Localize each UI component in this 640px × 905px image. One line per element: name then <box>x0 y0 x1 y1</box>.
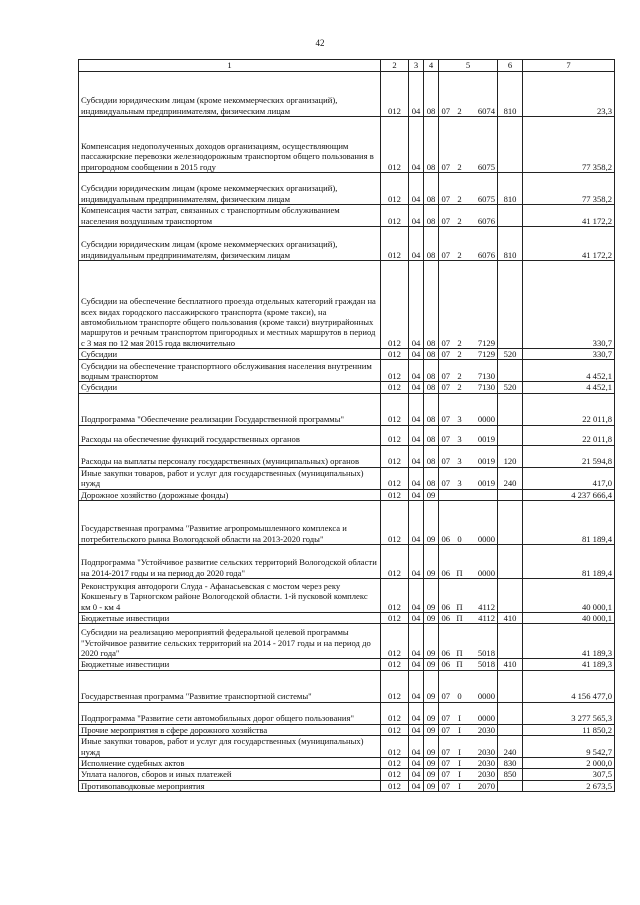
section-code-cell: 04 <box>409 757 424 768</box>
direction-code-cell: 6074 <box>467 72 498 117</box>
ministry-code-cell: 012 <box>381 393 409 425</box>
subprogram-code-cell: I <box>453 757 467 768</box>
subprogram-code-cell: 2 <box>453 349 467 360</box>
ministry-code-cell: 012 <box>381 735 409 757</box>
subsection-code-cell: 09 <box>424 769 439 780</box>
program-code-cell: 07 <box>439 670 453 702</box>
expense-type-cell <box>498 261 523 349</box>
expense-name-cell: Субсидии на обеспечение транспортного обслуживания населения внутренним водным транспортом <box>79 360 381 382</box>
ministry-code-cell: 012 <box>381 578 409 612</box>
program-code-cell: 07 <box>439 72 453 117</box>
program-code-cell: 07 <box>439 261 453 349</box>
header-cell: 6 <box>498 60 523 72</box>
expense-type-cell <box>498 780 523 791</box>
subprogram-code-cell: I <box>453 724 467 735</box>
expense-type-cell: 410 <box>498 612 523 623</box>
expense-type-cell <box>498 489 523 500</box>
table-row <box>79 578 615 612</box>
program-code-cell: 07 <box>439 382 453 393</box>
amount-cell: 9 542,7 <box>523 735 615 757</box>
ministry-code-cell: 012 <box>381 624 409 659</box>
direction-code-cell: 0000 <box>467 500 498 544</box>
subsection-code-cell: 09 <box>424 500 439 544</box>
amount-cell: 2 000,0 <box>523 757 615 768</box>
section-code-cell: 04 <box>409 205 424 227</box>
header-cell: 1 <box>79 60 381 72</box>
amount-cell: 41 189,3 <box>523 659 615 670</box>
direction-code-cell: 6076 <box>467 227 498 261</box>
section-code-cell: 04 <box>409 425 424 445</box>
amount-cell: 4 156 477,0 <box>523 670 615 702</box>
expense-type-cell: 810 <box>498 72 523 117</box>
ministry-code-cell: 012 <box>381 769 409 780</box>
expense-name-cell: Государственная программа "Развитие агропромышленного комплекса и потребительского рынка Вологодской области на 2013-2020 годы" <box>79 500 381 544</box>
subprogram-code-cell: 3 <box>453 445 467 467</box>
subprogram-code-cell: 2 <box>453 261 467 349</box>
header-cell: 4 <box>424 60 439 72</box>
table-row <box>79 205 615 227</box>
subsection-code-cell: 08 <box>424 261 439 349</box>
table-row <box>79 544 615 578</box>
amount-cell: 22 011,8 <box>523 425 615 445</box>
ministry-code-cell: 012 <box>381 612 409 623</box>
subprogram-code-cell: П <box>453 578 467 612</box>
header-cell: 3 <box>409 60 424 72</box>
direction-code-cell: 7129 <box>467 349 498 360</box>
expense-name-cell: Подпрограмма "Развитие сети автомобильных дорог общего пользования" <box>79 702 381 724</box>
table-row <box>79 769 615 780</box>
section-code-cell: 04 <box>409 227 424 261</box>
expense-type-cell: 830 <box>498 757 523 768</box>
ministry-code-cell: 012 <box>381 227 409 261</box>
subprogram-code-cell: 3 <box>453 467 467 489</box>
expense-name-cell: Дорожное хозяйство (дорожные фонды) <box>79 489 381 500</box>
expense-type-cell <box>498 425 523 445</box>
subsection-code-cell: 08 <box>424 393 439 425</box>
table-row <box>79 445 615 467</box>
subsection-code-cell: 08 <box>424 425 439 445</box>
table-row <box>79 724 615 735</box>
direction-code-cell: 7130 <box>467 360 498 382</box>
subsection-code-cell: 09 <box>424 780 439 791</box>
table-row <box>79 467 615 489</box>
expense-type-cell: 520 <box>498 349 523 360</box>
expense-name-cell: Противопаводковые мероприятия <box>79 780 381 791</box>
expense-name-cell: Бюджетные инвестиции <box>79 612 381 623</box>
expense-type-cell: 410 <box>498 659 523 670</box>
program-code-cell: 07 <box>439 445 453 467</box>
subsection-code-cell: 08 <box>424 227 439 261</box>
ministry-code-cell: 012 <box>381 382 409 393</box>
subprogram-code-cell: 2 <box>453 117 467 173</box>
expense-type-cell <box>498 724 523 735</box>
subsection-code-cell: 09 <box>424 724 439 735</box>
direction-code-cell: 0019 <box>467 445 498 467</box>
ministry-code-cell: 012 <box>381 261 409 349</box>
expense-name-cell: Исполнение судебных актов <box>79 757 381 768</box>
program-code-cell: 07 <box>439 735 453 757</box>
table-row <box>79 757 615 768</box>
direction-code-cell <box>467 489 498 500</box>
subsection-code-cell: 08 <box>424 382 439 393</box>
expense-name-cell: Субсидии юридическим лицам (кроме некоммерческих организаций), индивидуальным предпринимателям, физическим лицам <box>79 227 381 261</box>
section-code-cell: 04 <box>409 489 424 500</box>
header-cell: 2 <box>381 60 409 72</box>
subprogram-code-cell: I <box>453 735 467 757</box>
program-code-cell: 07 <box>439 757 453 768</box>
expense-name-cell: Субсидии юридическим лицам (кроме некоммерческих организаций), индивидуальным предпринимателям, физическим лицам <box>79 173 381 205</box>
section-code-cell: 04 <box>409 261 424 349</box>
amount-cell: 4 452,1 <box>523 382 615 393</box>
section-code-cell: 04 <box>409 467 424 489</box>
direction-code-cell: 4112 <box>467 612 498 623</box>
table-row <box>79 382 615 393</box>
expense-type-cell <box>498 544 523 578</box>
amount-cell: 417,0 <box>523 467 615 489</box>
table-row <box>79 624 615 659</box>
section-code-cell: 04 <box>409 445 424 467</box>
expense-type-cell: 240 <box>498 467 523 489</box>
amount-cell: 81 189,4 <box>523 500 615 544</box>
ministry-code-cell: 012 <box>381 467 409 489</box>
program-code-cell: 07 <box>439 205 453 227</box>
ministry-code-cell: 012 <box>381 780 409 791</box>
table-row <box>79 612 615 623</box>
expense-type-cell: 240 <box>498 735 523 757</box>
amount-cell: 41 172,2 <box>523 205 615 227</box>
program-code-cell: 07 <box>439 349 453 360</box>
direction-code-cell: 6075 <box>467 173 498 205</box>
amount-cell: 40 000,1 <box>523 612 615 623</box>
ministry-code-cell: 012 <box>381 659 409 670</box>
amount-cell: 23,3 <box>523 72 615 117</box>
ministry-code-cell: 012 <box>381 425 409 445</box>
page-number: 42 <box>315 38 325 48</box>
program-code-cell: 07 <box>439 227 453 261</box>
direction-code-cell: 0000 <box>467 544 498 578</box>
subprogram-code-cell: П <box>453 659 467 670</box>
table-row <box>79 702 615 724</box>
subprogram-code-cell: П <box>453 612 467 623</box>
expense-type-cell <box>498 670 523 702</box>
section-code-cell: 04 <box>409 769 424 780</box>
section-code-cell: 04 <box>409 780 424 791</box>
program-code-cell: 06 <box>439 578 453 612</box>
amount-cell: 77 358,2 <box>523 117 615 173</box>
table-row <box>79 349 615 360</box>
expense-name-cell: Расходы на обеспечение функций государственных органов <box>79 425 381 445</box>
subprogram-code-cell: I <box>453 769 467 780</box>
program-code-cell: 07 <box>439 360 453 382</box>
expense-type-cell <box>498 117 523 173</box>
subsection-code-cell: 08 <box>424 360 439 382</box>
program-code-cell: 07 <box>439 393 453 425</box>
amount-cell: 77 358,2 <box>523 173 615 205</box>
amount-cell: 40 000,1 <box>523 578 615 612</box>
program-code-cell: 06 <box>439 659 453 670</box>
ministry-code-cell: 012 <box>381 445 409 467</box>
amount-cell: 2 673,5 <box>523 780 615 791</box>
table-row <box>79 261 615 349</box>
table-header-row <box>79 60 615 72</box>
subsection-code-cell: 08 <box>424 173 439 205</box>
expense-type-cell <box>498 702 523 724</box>
subsection-code-cell: 08 <box>424 72 439 117</box>
subprogram-code-cell: 3 <box>453 393 467 425</box>
amount-cell: 22 011,8 <box>523 393 615 425</box>
expense-type-cell <box>498 578 523 612</box>
subsection-code-cell: 09 <box>424 670 439 702</box>
program-code-cell: 06 <box>439 612 453 623</box>
section-code-cell: 04 <box>409 382 424 393</box>
direction-code-cell: 0000 <box>467 393 498 425</box>
amount-cell: 4 237 666,4 <box>523 489 615 500</box>
direction-code-cell: 5018 <box>467 659 498 670</box>
expense-name-cell: Уплата налогов, сборов и иных платежей <box>79 769 381 780</box>
direction-code-cell: 6076 <box>467 205 498 227</box>
program-code-cell: 06 <box>439 624 453 659</box>
program-code-cell: 07 <box>439 173 453 205</box>
program-code-cell: 07 <box>439 467 453 489</box>
subsection-code-cell: 08 <box>424 467 439 489</box>
subsection-code-cell: 08 <box>424 445 439 467</box>
program-code-cell: 07 <box>439 780 453 791</box>
table-row <box>79 117 615 173</box>
expense-name-cell: Субсидии на обеспечение бесплатного проезда отдельных категорий граждан на всех видах городского пассажирского транспорта (кроме такси), на автомобильном транспорте общего пользования (кроме такси) внутрирайонных маршрутов и речным транспортом пригородных и местных маршрутов в период с 3 мая по 12 мая 2015 года включительно <box>79 261 381 349</box>
table-row <box>79 659 615 670</box>
header-cell: 5 <box>439 60 498 72</box>
subprogram-code-cell: 2 <box>453 360 467 382</box>
expense-name-cell: Реконструкция автодороги Слуда - Афанасьевская с мостом через реку Кокшеньгу в Тарногском районе Вологодской области. 1-й пусковой комплекс км 0 - км 4 <box>79 578 381 612</box>
subprogram-code-cell: 0 <box>453 500 467 544</box>
table-row <box>79 72 615 117</box>
subsection-code-cell: 09 <box>424 489 439 500</box>
direction-code-cell: 2030 <box>467 724 498 735</box>
section-code-cell: 04 <box>409 500 424 544</box>
table-row <box>79 173 615 205</box>
table-row <box>79 360 615 382</box>
direction-code-cell: 0019 <box>467 425 498 445</box>
ministry-code-cell: 012 <box>381 360 409 382</box>
section-code-cell: 04 <box>409 670 424 702</box>
expense-type-cell: 850 <box>498 769 523 780</box>
direction-code-cell: 5018 <box>467 624 498 659</box>
expense-name-cell: Иные закупки товаров, работ и услуг для государственных (муниципальных) нужд <box>79 735 381 757</box>
direction-code-cell: 2030 <box>467 735 498 757</box>
ministry-code-cell: 012 <box>381 724 409 735</box>
section-code-cell: 04 <box>409 349 424 360</box>
expense-name-cell: Иные закупки товаров, работ и услуг для государственных (муниципальных) нужд <box>79 467 381 489</box>
section-code-cell: 04 <box>409 544 424 578</box>
ministry-code-cell: 012 <box>381 349 409 360</box>
subprogram-code-cell: 0 <box>453 670 467 702</box>
subsection-code-cell: 08 <box>424 117 439 173</box>
amount-cell: 41 172,2 <box>523 227 615 261</box>
expense-name-cell: Субсидии <box>79 349 381 360</box>
ministry-code-cell: 012 <box>381 205 409 227</box>
expense-type-cell: 120 <box>498 445 523 467</box>
subprogram-code-cell: П <box>453 624 467 659</box>
table-row <box>79 489 615 500</box>
subprogram-code-cell: П <box>453 544 467 578</box>
table-row <box>79 780 615 791</box>
amount-cell: 3 277 565,3 <box>523 702 615 724</box>
direction-code-cell: 6075 <box>467 117 498 173</box>
amount-cell: 11 850,2 <box>523 724 615 735</box>
section-code-cell: 04 <box>409 735 424 757</box>
expense-name-cell: Субсидии юридическим лицам (кроме некоммерческих организаций), индивидуальным предпринимателям, физическим лицам <box>79 72 381 117</box>
program-code-cell: 07 <box>439 425 453 445</box>
table-row <box>79 735 615 757</box>
ministry-code-cell: 012 <box>381 173 409 205</box>
amount-cell: 4 452,1 <box>523 360 615 382</box>
section-code-cell: 04 <box>409 702 424 724</box>
direction-code-cell: 7130 <box>467 382 498 393</box>
section-code-cell: 04 <box>409 173 424 205</box>
direction-code-cell: 2030 <box>467 769 498 780</box>
subprogram-code-cell: 2 <box>453 205 467 227</box>
section-code-cell: 04 <box>409 578 424 612</box>
section-code-cell: 04 <box>409 624 424 659</box>
direction-code-cell: 4112 <box>467 578 498 612</box>
section-code-cell: 04 <box>409 724 424 735</box>
section-code-cell: 04 <box>409 612 424 623</box>
subprogram-code-cell: I <box>453 780 467 791</box>
expense-name-cell: Прочие мероприятия в сфере дорожного хозяйства <box>79 724 381 735</box>
header-cell: 7 <box>523 60 615 72</box>
ministry-code-cell: 012 <box>381 702 409 724</box>
program-code-cell: 06 <box>439 544 453 578</box>
expense-type-cell: 810 <box>498 227 523 261</box>
expense-type-cell <box>498 360 523 382</box>
subsection-code-cell: 08 <box>424 349 439 360</box>
table-row <box>79 670 615 702</box>
amount-cell: 330,7 <box>523 261 615 349</box>
direction-code-cell: 7129 <box>467 261 498 349</box>
ministry-code-cell: 012 <box>381 117 409 173</box>
amount-cell: 21 594,8 <box>523 445 615 467</box>
ministry-code-cell: 012 <box>381 544 409 578</box>
amount-cell: 41 189,3 <box>523 624 615 659</box>
table-row <box>79 425 615 445</box>
expense-type-cell <box>498 500 523 544</box>
expense-name-cell: Компенсация части затрат, связанных с транспортным обслуживанием населения воздушным транспортом <box>79 205 381 227</box>
expense-name-cell: Подпрограмма "Обеспечение реализации Государственной программы" <box>79 393 381 425</box>
expense-type-cell: 520 <box>498 382 523 393</box>
program-code-cell: 07 <box>439 769 453 780</box>
direction-code-cell: 2070 <box>467 780 498 791</box>
expense-name-cell: Государственная программа "Развитие транспортной системы" <box>79 670 381 702</box>
subprogram-code-cell: 2 <box>453 72 467 117</box>
program-code-cell <box>439 489 453 500</box>
budget-table <box>78 59 615 792</box>
subsection-code-cell: 09 <box>424 735 439 757</box>
subsection-code-cell: 09 <box>424 612 439 623</box>
section-code-cell: 04 <box>409 393 424 425</box>
table-row <box>79 500 615 544</box>
ministry-code-cell: 012 <box>381 489 409 500</box>
subsection-code-cell: 09 <box>424 702 439 724</box>
expense-type-cell: 810 <box>498 173 523 205</box>
expense-name-cell: Расходы на выплаты персоналу государственных (муниципальных) органов <box>79 445 381 467</box>
program-code-cell: 07 <box>439 724 453 735</box>
subsection-code-cell: 09 <box>424 544 439 578</box>
table-row <box>79 227 615 261</box>
subprogram-code-cell: 2 <box>453 382 467 393</box>
expense-name-cell: Субсидии на реализацию мероприятий федеральной целевой программы "Устойчивое развитие сельских территорий на 2014 - 2017 годы и на период до 2020 года" <box>79 624 381 659</box>
ministry-code-cell: 012 <box>381 72 409 117</box>
expense-type-cell <box>498 393 523 425</box>
expense-name-cell: Подпрограмма "Устойчивое развитие сельских территорий Вологодской области на 2014-2017 годы и на период до 2020 года" <box>79 544 381 578</box>
expense-type-cell <box>498 205 523 227</box>
section-code-cell: 04 <box>409 117 424 173</box>
expense-name-cell: Субсидии <box>79 382 381 393</box>
section-code-cell: 04 <box>409 360 424 382</box>
amount-cell: 330,7 <box>523 349 615 360</box>
amount-cell: 307,5 <box>523 769 615 780</box>
subsection-code-cell: 09 <box>424 757 439 768</box>
amount-cell: 81 189,4 <box>523 544 615 578</box>
expense-type-cell <box>498 624 523 659</box>
subsection-code-cell: 09 <box>424 578 439 612</box>
table-row <box>79 393 615 425</box>
section-code-cell: 04 <box>409 72 424 117</box>
subprogram-code-cell: 3 <box>453 425 467 445</box>
expense-name-cell: Бюджетные инвестиции <box>79 659 381 670</box>
ministry-code-cell: 012 <box>381 757 409 768</box>
ministry-code-cell: 012 <box>381 670 409 702</box>
direction-code-cell: 2030 <box>467 757 498 768</box>
program-code-cell: 07 <box>439 117 453 173</box>
direction-code-cell: 0019 <box>467 467 498 489</box>
subsection-code-cell: 08 <box>424 205 439 227</box>
program-code-cell: 06 <box>439 500 453 544</box>
direction-code-cell: 0000 <box>467 702 498 724</box>
section-code-cell: 04 <box>409 659 424 670</box>
ministry-code-cell: 012 <box>381 500 409 544</box>
program-code-cell: 07 <box>439 702 453 724</box>
subprogram-code-cell: I <box>453 702 467 724</box>
direction-code-cell: 0000 <box>467 670 498 702</box>
subprogram-code-cell: 2 <box>453 173 467 205</box>
subprogram-code-cell <box>453 489 467 500</box>
expense-name-cell: Компенсация недополученных доходов организациям, осуществляющим пассажирские перевозки железнодорожным транспортом общего пользования в пригородном сообщении в 2015 году <box>79 117 381 173</box>
subsection-code-cell: 09 <box>424 659 439 670</box>
subprogram-code-cell: 2 <box>453 227 467 261</box>
subsection-code-cell: 09 <box>424 624 439 659</box>
